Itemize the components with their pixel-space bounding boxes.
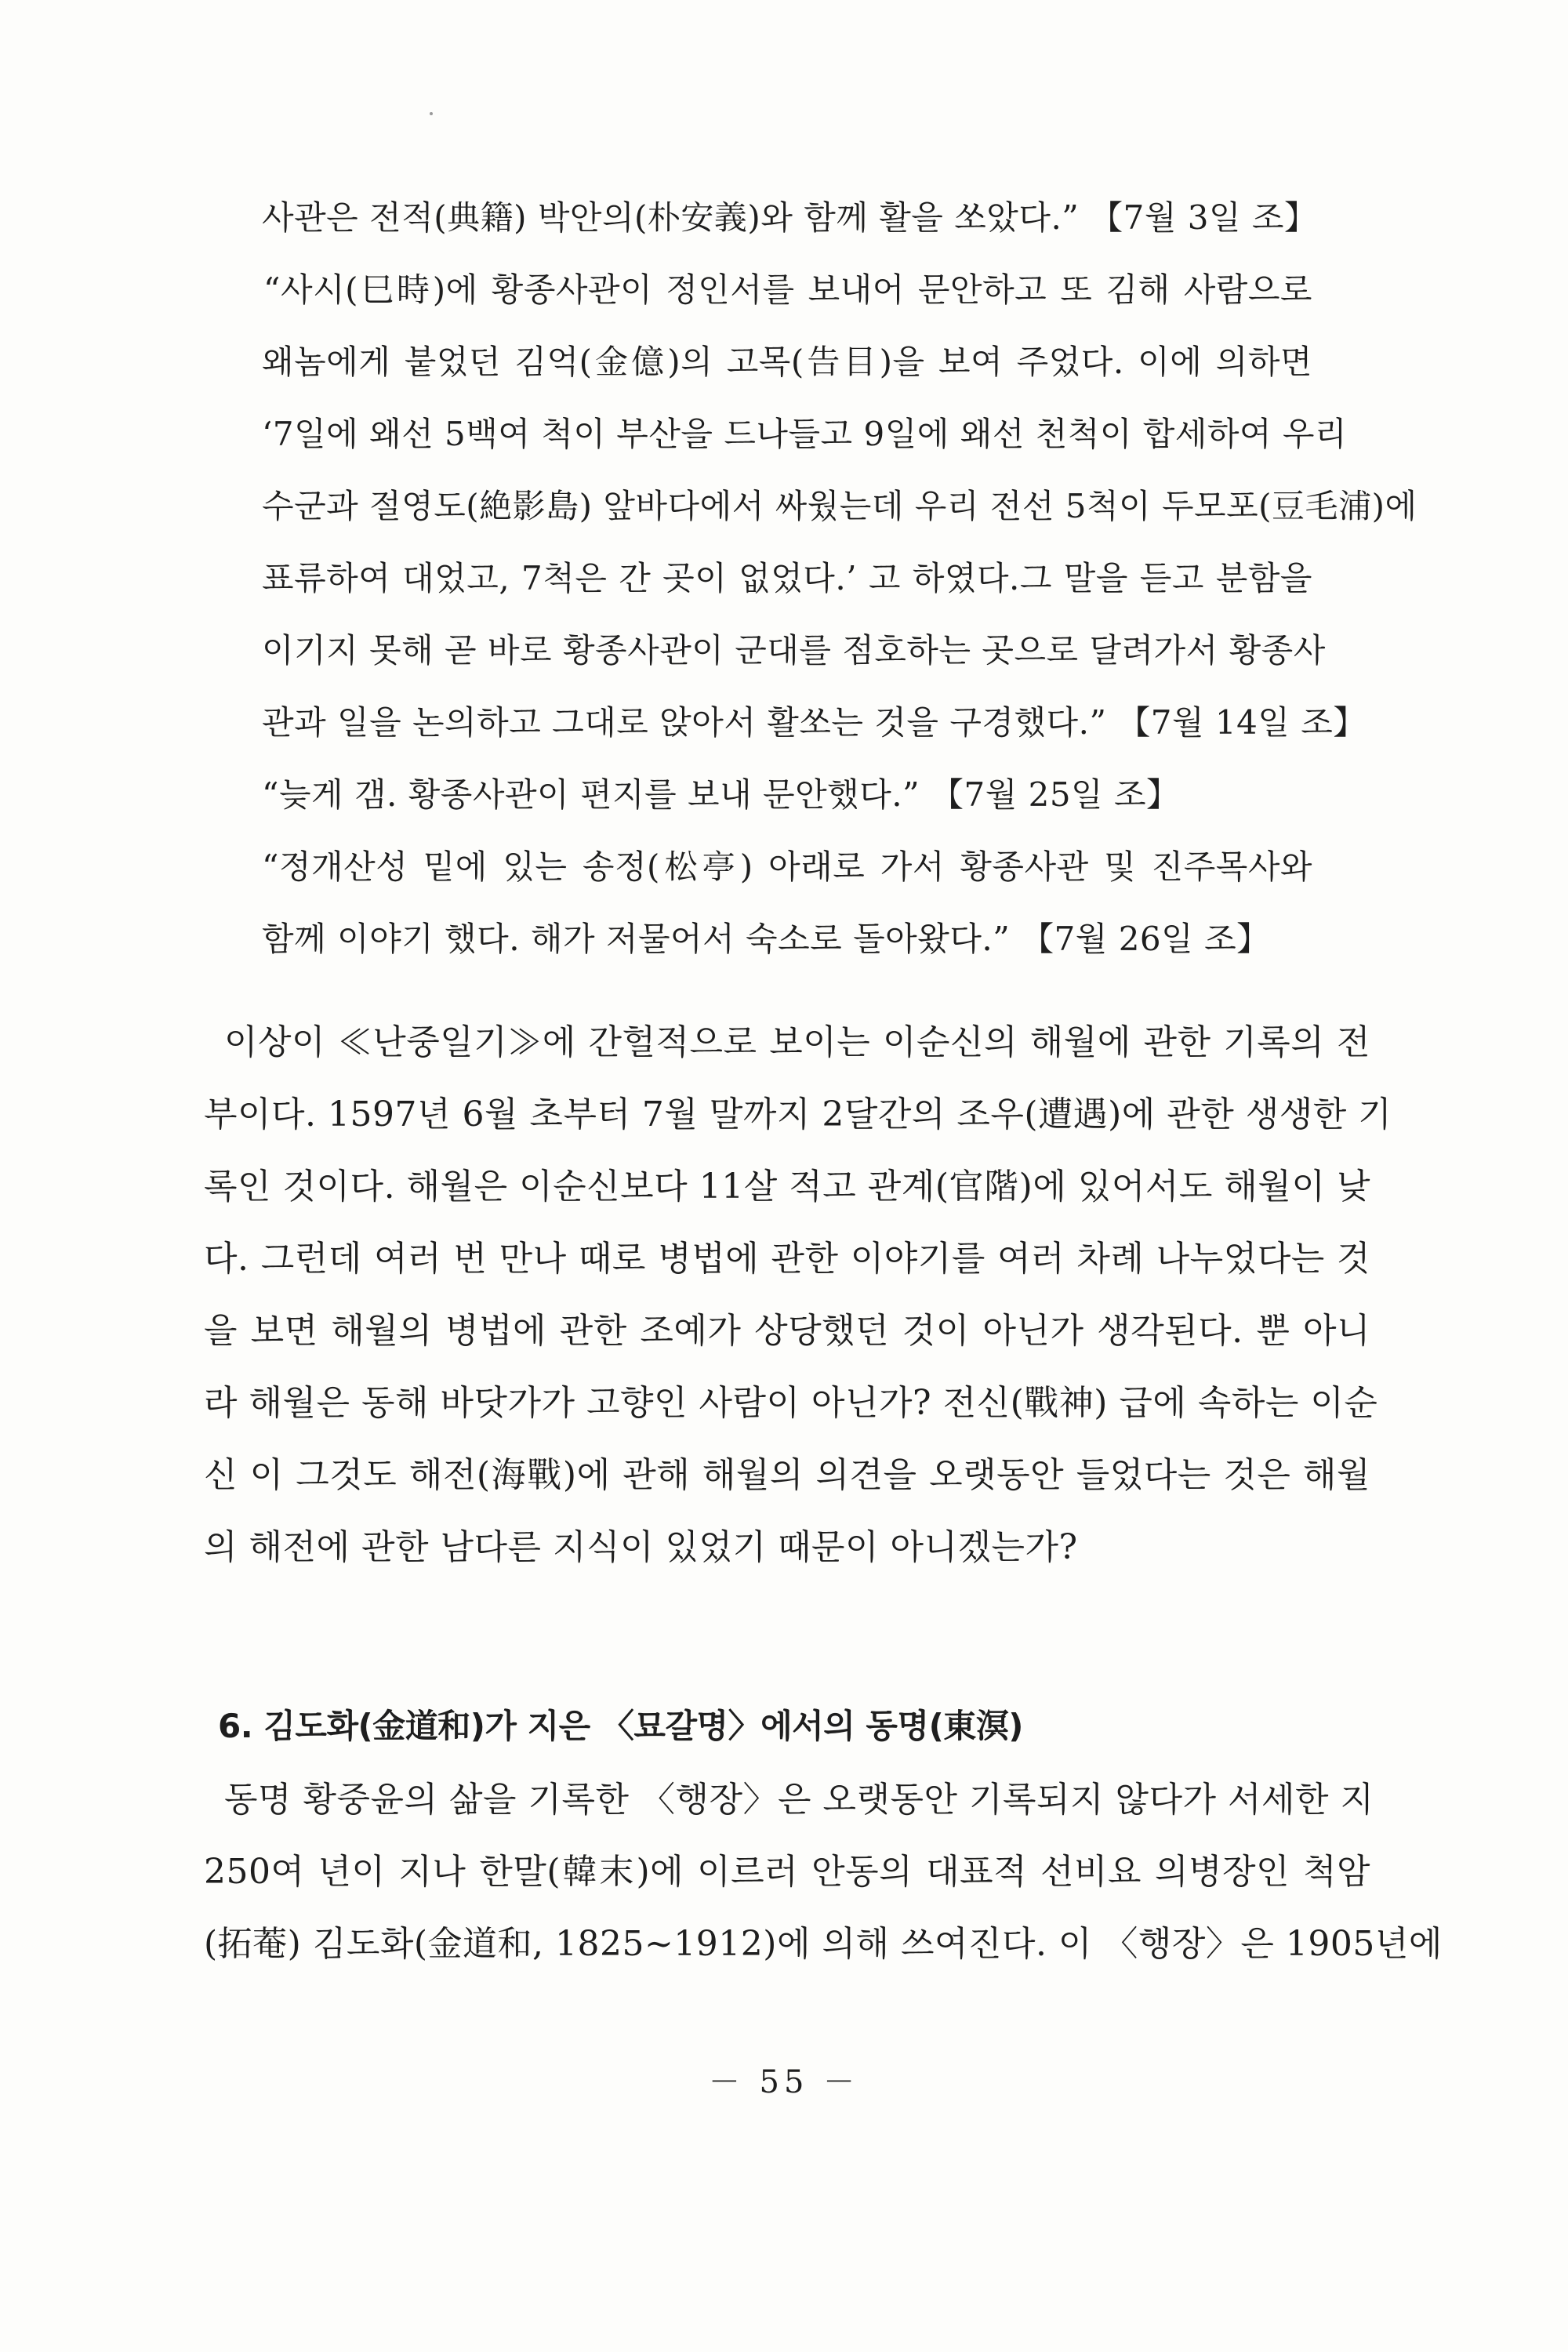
- paragraph-line: 동명 황중윤의 삶을 기록한 〈행장〉은 오랫동안 기록되지 않다가 서세한 지: [224, 1780, 1374, 1820]
- quote-line: “사시(巳時)에 황종사관이 정인서를 보내어 문안하고 또 김해 사람으로: [263, 270, 1312, 309]
- paragraph-line: 신 이 그것도 해전(海戰)에 관해 해월의 의견을 오랫동안 들었다는 것은 해월: [204, 1455, 1370, 1495]
- quote-line: 함께 이야기 했다. 해가 저물어서 숙소로 돌아왔다.” 【7월 26일 조】: [262, 920, 1270, 958]
- haengjang-paragraph: [204, 1764, 1443, 1980]
- quote-line: 사관은 전적(典籍) 박안의(朴安義)와 함께 활을 쏘았다.” 【7월 3일 조】: [262, 198, 1318, 237]
- quote-line: “정개산성 밑에 있는 송정(松亭) 아래로 가서 황종사관 및 진주목사와: [262, 848, 1312, 886]
- paragraph-line: 이상이 ≪난중일기≫에 간헐적으로 보이는 이순신의 해월에 관한 기록의 전: [224, 1022, 1370, 1062]
- paragraph-line: 다. 그런데 여러 번 만나 때로 병법에 관한 이야기를 여러 차례 나누었다는 것: [204, 1239, 1370, 1279]
- scan-speck: [430, 112, 433, 115]
- quote-line: ‘7일에 왜선 5백여 척이 부산을 드나들고 9일에 왜선 천척이 합세하여 우리: [262, 415, 1348, 453]
- paragraph-line: 라 해월은 동해 바닷가가 고향인 사람이 아닌가? 전신(戰神) 급에 속하는 이순: [204, 1383, 1378, 1423]
- quote-line: 이기지 못해 곧 바로 황종사관이 군대를 점호하는 곳으로 달려가서 황종사: [262, 631, 1326, 670]
- quote-line: 왜놈에게 붙었던 김억(金億)의 고목(告目)을 보여 주었다. 이에 의하면: [262, 343, 1312, 381]
- summary-paragraph: [204, 1007, 1392, 1584]
- section-heading: 6. 김도화(金道和)가 지은 〈묘갈명〉에서의 동명(東溟): [218, 1707, 1023, 1745]
- paragraph-line: 록인 것이다. 해월은 이순신보다 11살 적고 관계(官階)에 있어서도 해월이 낮: [204, 1167, 1370, 1207]
- paragraph-line: 의 해전에 관한 남다른 지식이 있었기 때문이 아니겠는가?: [204, 1527, 1078, 1567]
- paragraph-line: 250여 년이 지나 한말(韓末)에 이르러 안동의 대표적 선비요 의병장인 척암: [204, 1852, 1370, 1892]
- quote-line: 수군과 절영도(絶影島) 앞바다에서 싸웠는데 우리 전선 5척이 두모포(豆毛浦)에: [262, 487, 1417, 525]
- quote-line: 표류하여 대었고, 7척은 간 곳이 없었다.’ 고 하였다.그 말을 듣고 분함을: [262, 559, 1312, 597]
- quote-line: “늦게 갬. 황종사관이 편지를 보내 문안했다.” 【7월 25일 조】: [262, 775, 1180, 814]
- page-number: － 55 －: [708, 2064, 860, 2100]
- paragraph-line: (拓菴) 김도화(金道和, 1825~1912)에 의해 쓰여진다. 이 〈행장〉은 1905년에: [204, 1924, 1443, 1964]
- paragraph-line: 부이다. 1597년 6월 초부터 7월 말까지 2달간의 조우(遭遇)에 관한 생생한 기: [204, 1094, 1392, 1134]
- diary-quote-block: [262, 182, 1417, 975]
- paragraph-line: 을 보면 해월의 병법에 관한 조예가 상당했던 것이 아닌가 생각된다. 뿐 아니: [204, 1311, 1370, 1351]
- quote-line: 관과 일을 논의하고 그대로 앉아서 활쏘는 것을 구경했다.” 【7월 14일 조】: [262, 703, 1367, 742]
